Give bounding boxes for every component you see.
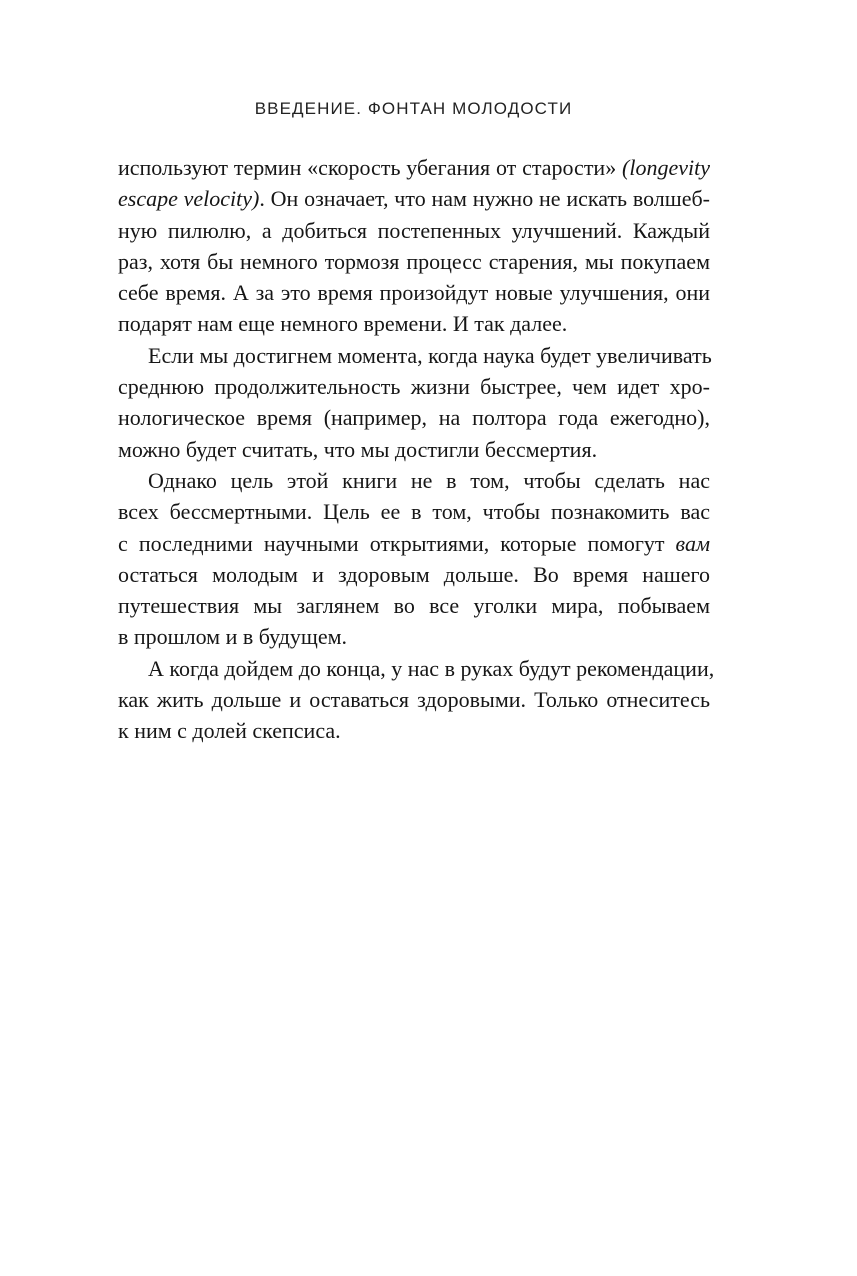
text-line: подарят нам еще немного времени. И так далее.: [118, 311, 568, 337]
paragraph-1: [118, 152, 710, 340]
text-line: в прошлом и в будущем.: [118, 624, 348, 650]
text-line: ную пилюлю, а добиться постепенных улучшений. Каждый: [118, 217, 710, 243]
paragraph-4: [118, 653, 715, 747]
running-head: ВВЕДЕНИЕ. ФОНТАН МОЛОДОСТИ: [254, 99, 573, 118]
paragraph-2: [118, 340, 710, 465]
text-line: Однако цель этой книги не в том, чтобы сделать нас: [148, 467, 710, 493]
text-line: А когда дойдем до конца, у нас в руках будут рекомендации,: [148, 655, 715, 681]
text-line: используют термин «скорость убегания от старости» (longevity: [118, 155, 710, 180]
text-line: к ним с долей скепсиса.: [118, 718, 341, 744]
text-line: среднюю продолжительность жизни быстрее, чем идет хро-: [118, 374, 710, 400]
text-line: всех бессмертными. Цель ее в том, чтобы познакомить вас: [118, 499, 710, 525]
text-line: escape velocity). Он означает, что нам нужно не искать волшеб-: [118, 186, 711, 212]
text-line: Если мы достигнем момента, когда наука будет увеличивать: [148, 342, 712, 368]
text-line: остаться молодым и здоровым дольше. Во время нашего: [118, 561, 710, 587]
text-line: путешествия мы заглянем во все уголки мира, побываем: [118, 593, 710, 619]
text-line: нологическое время (например, на полтора года ежегодно),: [118, 405, 710, 431]
text-line: себе время. А за это время произойдут новые улучшения, они: [118, 280, 710, 306]
text-line: с последними научными открытиями, которые помогут вам: [118, 530, 710, 556]
text-line: как жить дольше и оставаться здоровыми. Только отнеситесь: [118, 687, 710, 713]
paragraph-3: [118, 465, 710, 653]
body-text: [118, 152, 715, 747]
text-line: можно будет считать, что мы достигли бессмертия.: [118, 436, 598, 462]
text-line: раз, хотя бы немного тормозя процесс старения, мы покупаем: [118, 248, 710, 274]
